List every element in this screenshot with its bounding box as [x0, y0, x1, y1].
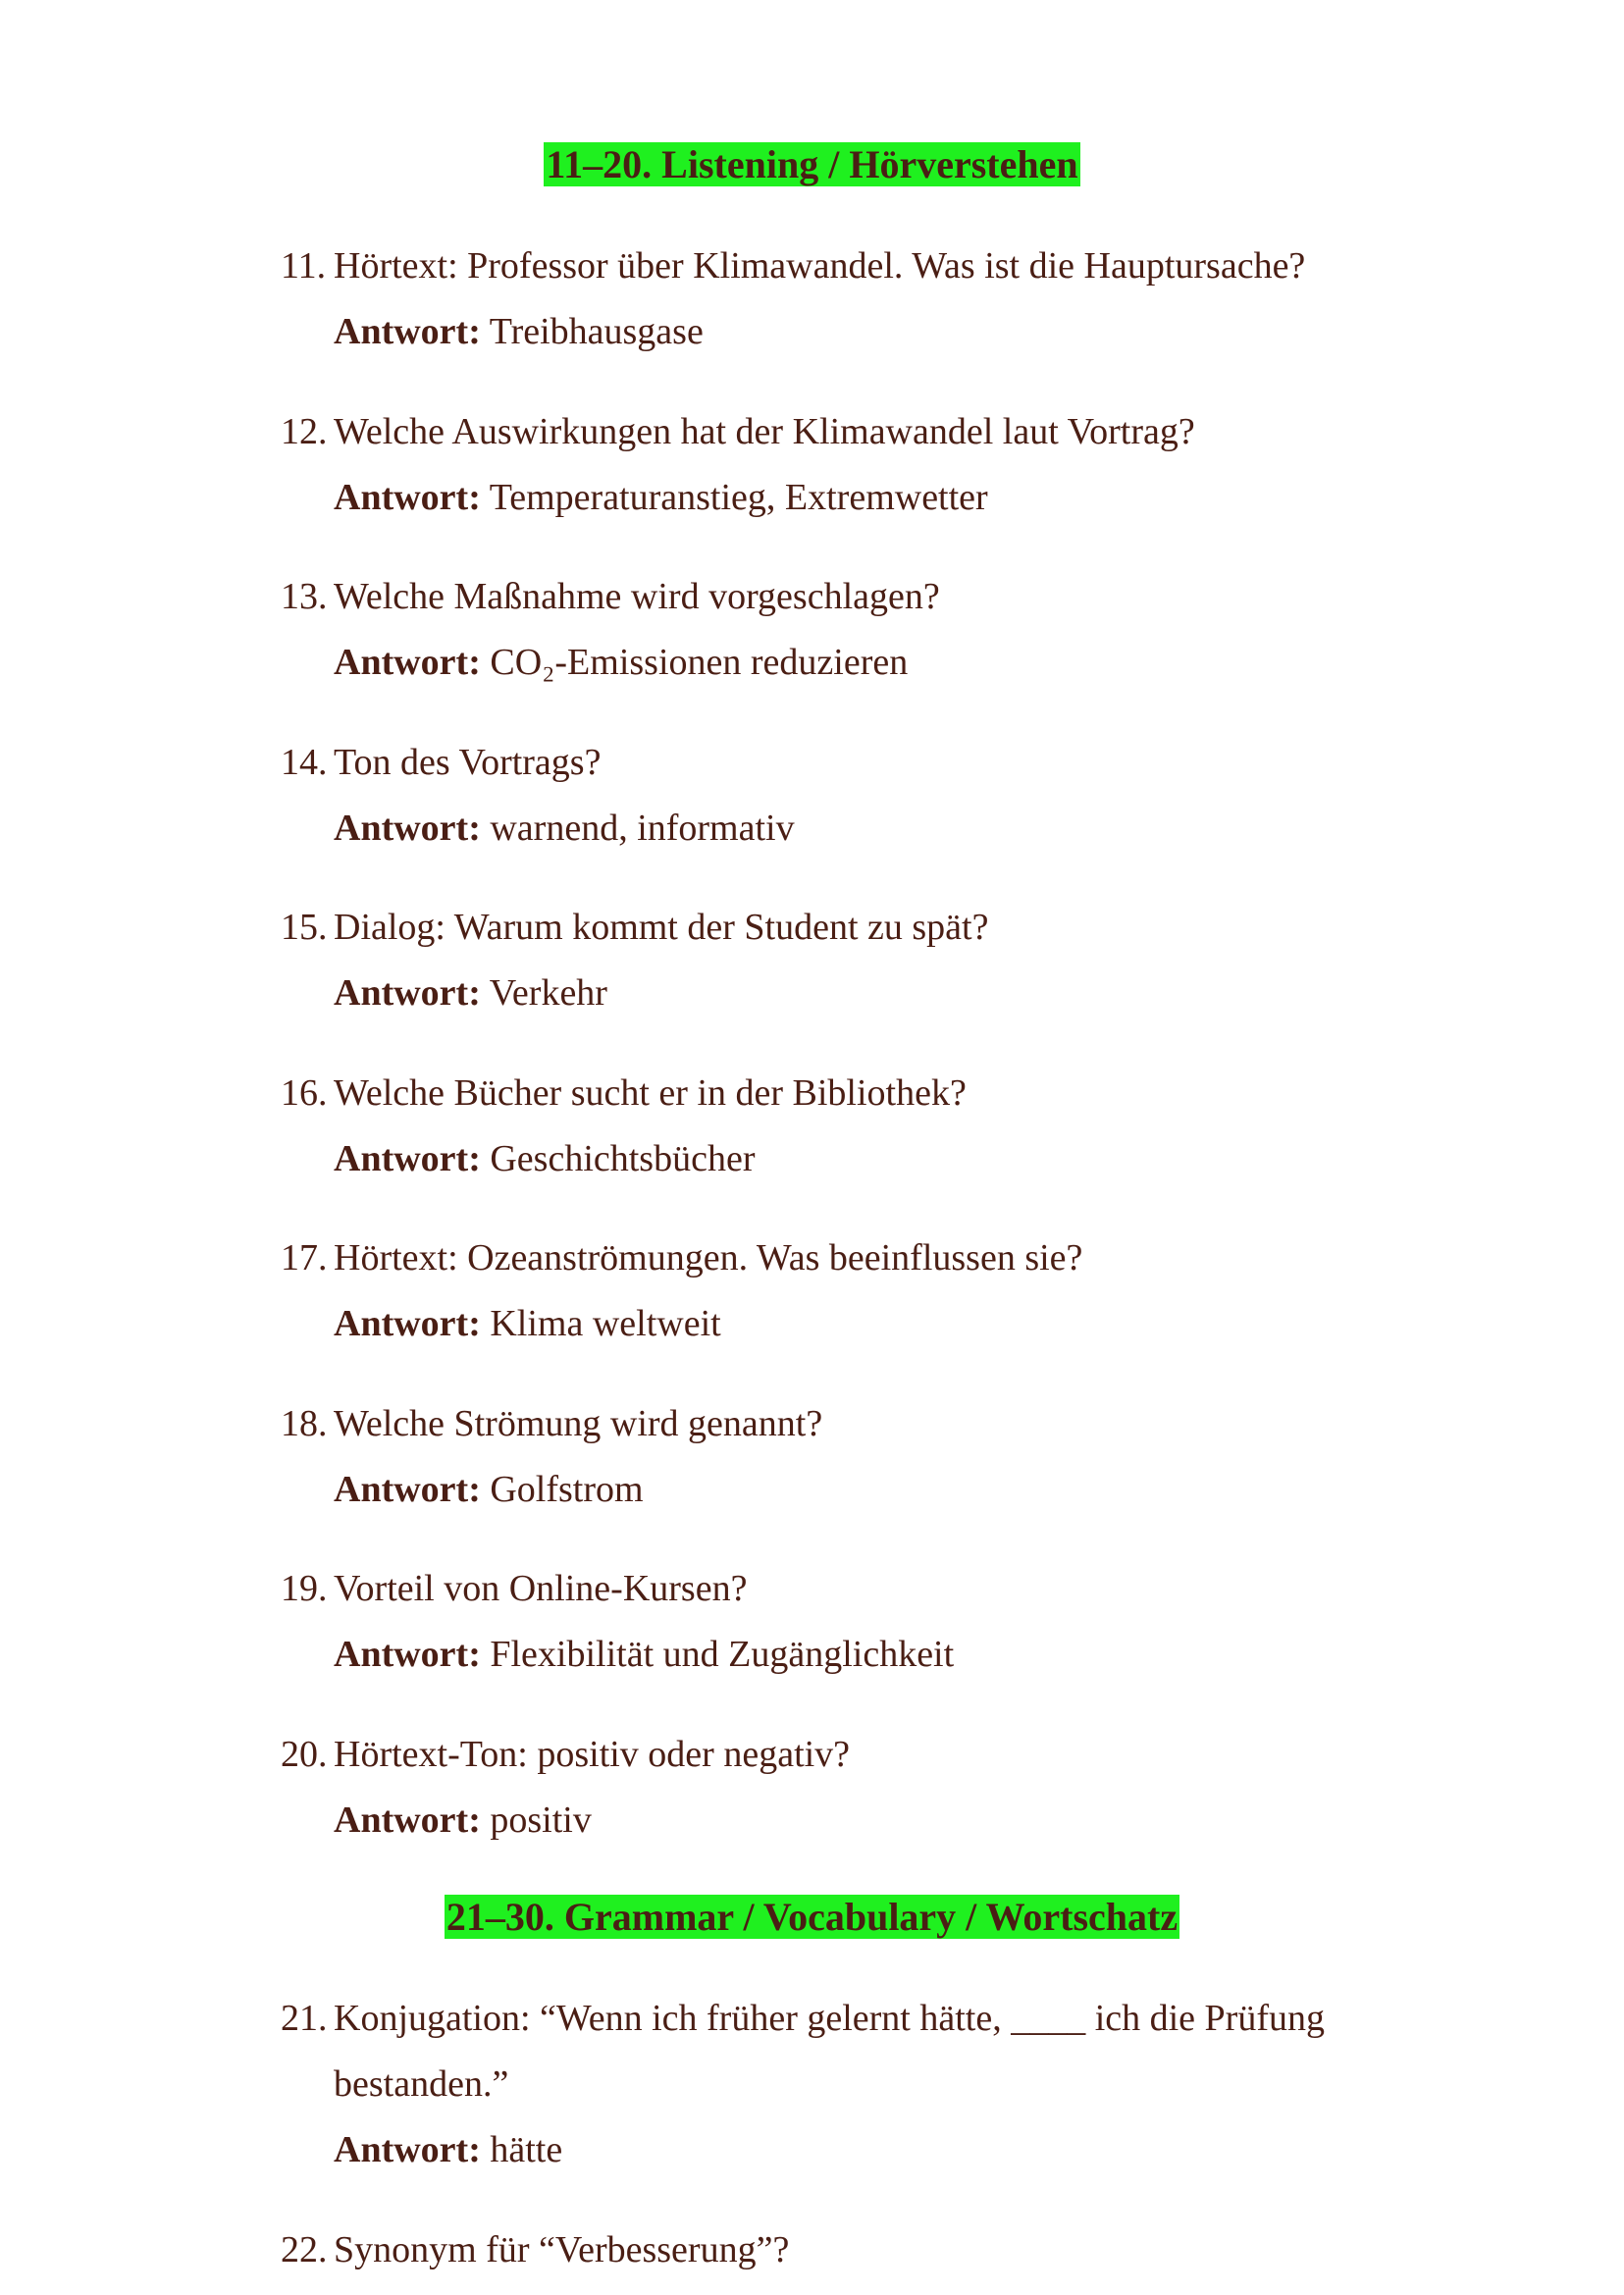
- question-14: [281, 730, 1380, 861]
- question-text: 16. Welche Bücher sucht er in der Bibliothek?: [281, 1072, 967, 1114]
- answer-line: Antwort: warnend, informativ: [334, 808, 795, 849]
- question-text: 13. Welche Maßnahme wird vorgeschlagen?: [281, 576, 940, 617]
- answer-line: Antwort: Treibhausgase: [334, 311, 704, 352]
- question-text: 17. Hörtext: Ozeanströmungen. Was beeinflussen sie?: [281, 1237, 1083, 1278]
- question-13: [281, 564, 1380, 696]
- section-heading-grammar: 21–30. Grammar / Vocabulary / Wortschatz: [445, 1895, 1179, 1939]
- question-19: [281, 1556, 1380, 1688]
- question-11: [281, 234, 1380, 365]
- answer-line: Antwort: hätte: [334, 2129, 563, 2170]
- question-text: 21. Konjugation: “Wenn ich früher gelernt hätte, ____ ich die Prüfung: [281, 1998, 1325, 2039]
- section-heading-listening: 11–20. Listening / Hörverstehen: [546, 142, 1078, 186]
- question-text: 14. Ton des Vortrags?: [281, 742, 602, 783]
- question-22: [281, 2217, 1380, 2283]
- question-17: [281, 1226, 1380, 1357]
- answer-line: Antwort: Geschichtsbücher: [334, 1138, 756, 1179]
- answer-line: Antwort: Golfstrom: [334, 1469, 644, 1510]
- question-18: [281, 1391, 1380, 1523]
- question-text: 20. Hörtext-Ton: positiv oder negativ?: [281, 1734, 851, 1775]
- question-21: [281, 1986, 1380, 2183]
- question-20: [281, 1722, 1380, 1853]
- question-text: 12. Welche Auswirkungen hat der Klimawandel laut Vortrag?: [281, 411, 1195, 452]
- answer-line: Antwort: CO₂-Emissionen reduzieren: [334, 642, 909, 683]
- question-text: 11. Hörtext: Professor über Klimawandel. Was ist die Hauptursache?: [281, 245, 1306, 287]
- answer-line: Antwort: Temperaturanstieg, Extremwetter: [334, 477, 988, 518]
- question-16: [281, 1061, 1380, 1192]
- answer-line: Antwort: Klima weltweit: [334, 1303, 721, 1344]
- question-text: 19. Vorteil von Online-Kursen?: [281, 1568, 748, 1609]
- question-text: 18. Welche Strömung wird genannt?: [281, 1403, 823, 1444]
- question-text: 22. Synonym für “Verbesserung”?: [281, 2229, 790, 2270]
- answer-line: Antwort: Verkehr: [334, 972, 607, 1014]
- question-text: 15. Dialog: Warum kommt der Student zu spät?: [281, 907, 989, 948]
- answer-line: Antwort: positiv: [334, 1799, 592, 1841]
- question-15: [281, 895, 1380, 1026]
- answer-line: Antwort: Flexibilität und Zugänglichkeit: [334, 1634, 955, 1675]
- question-12: [281, 399, 1380, 531]
- question-text-continued: bestanden.”: [334, 2063, 509, 2105]
